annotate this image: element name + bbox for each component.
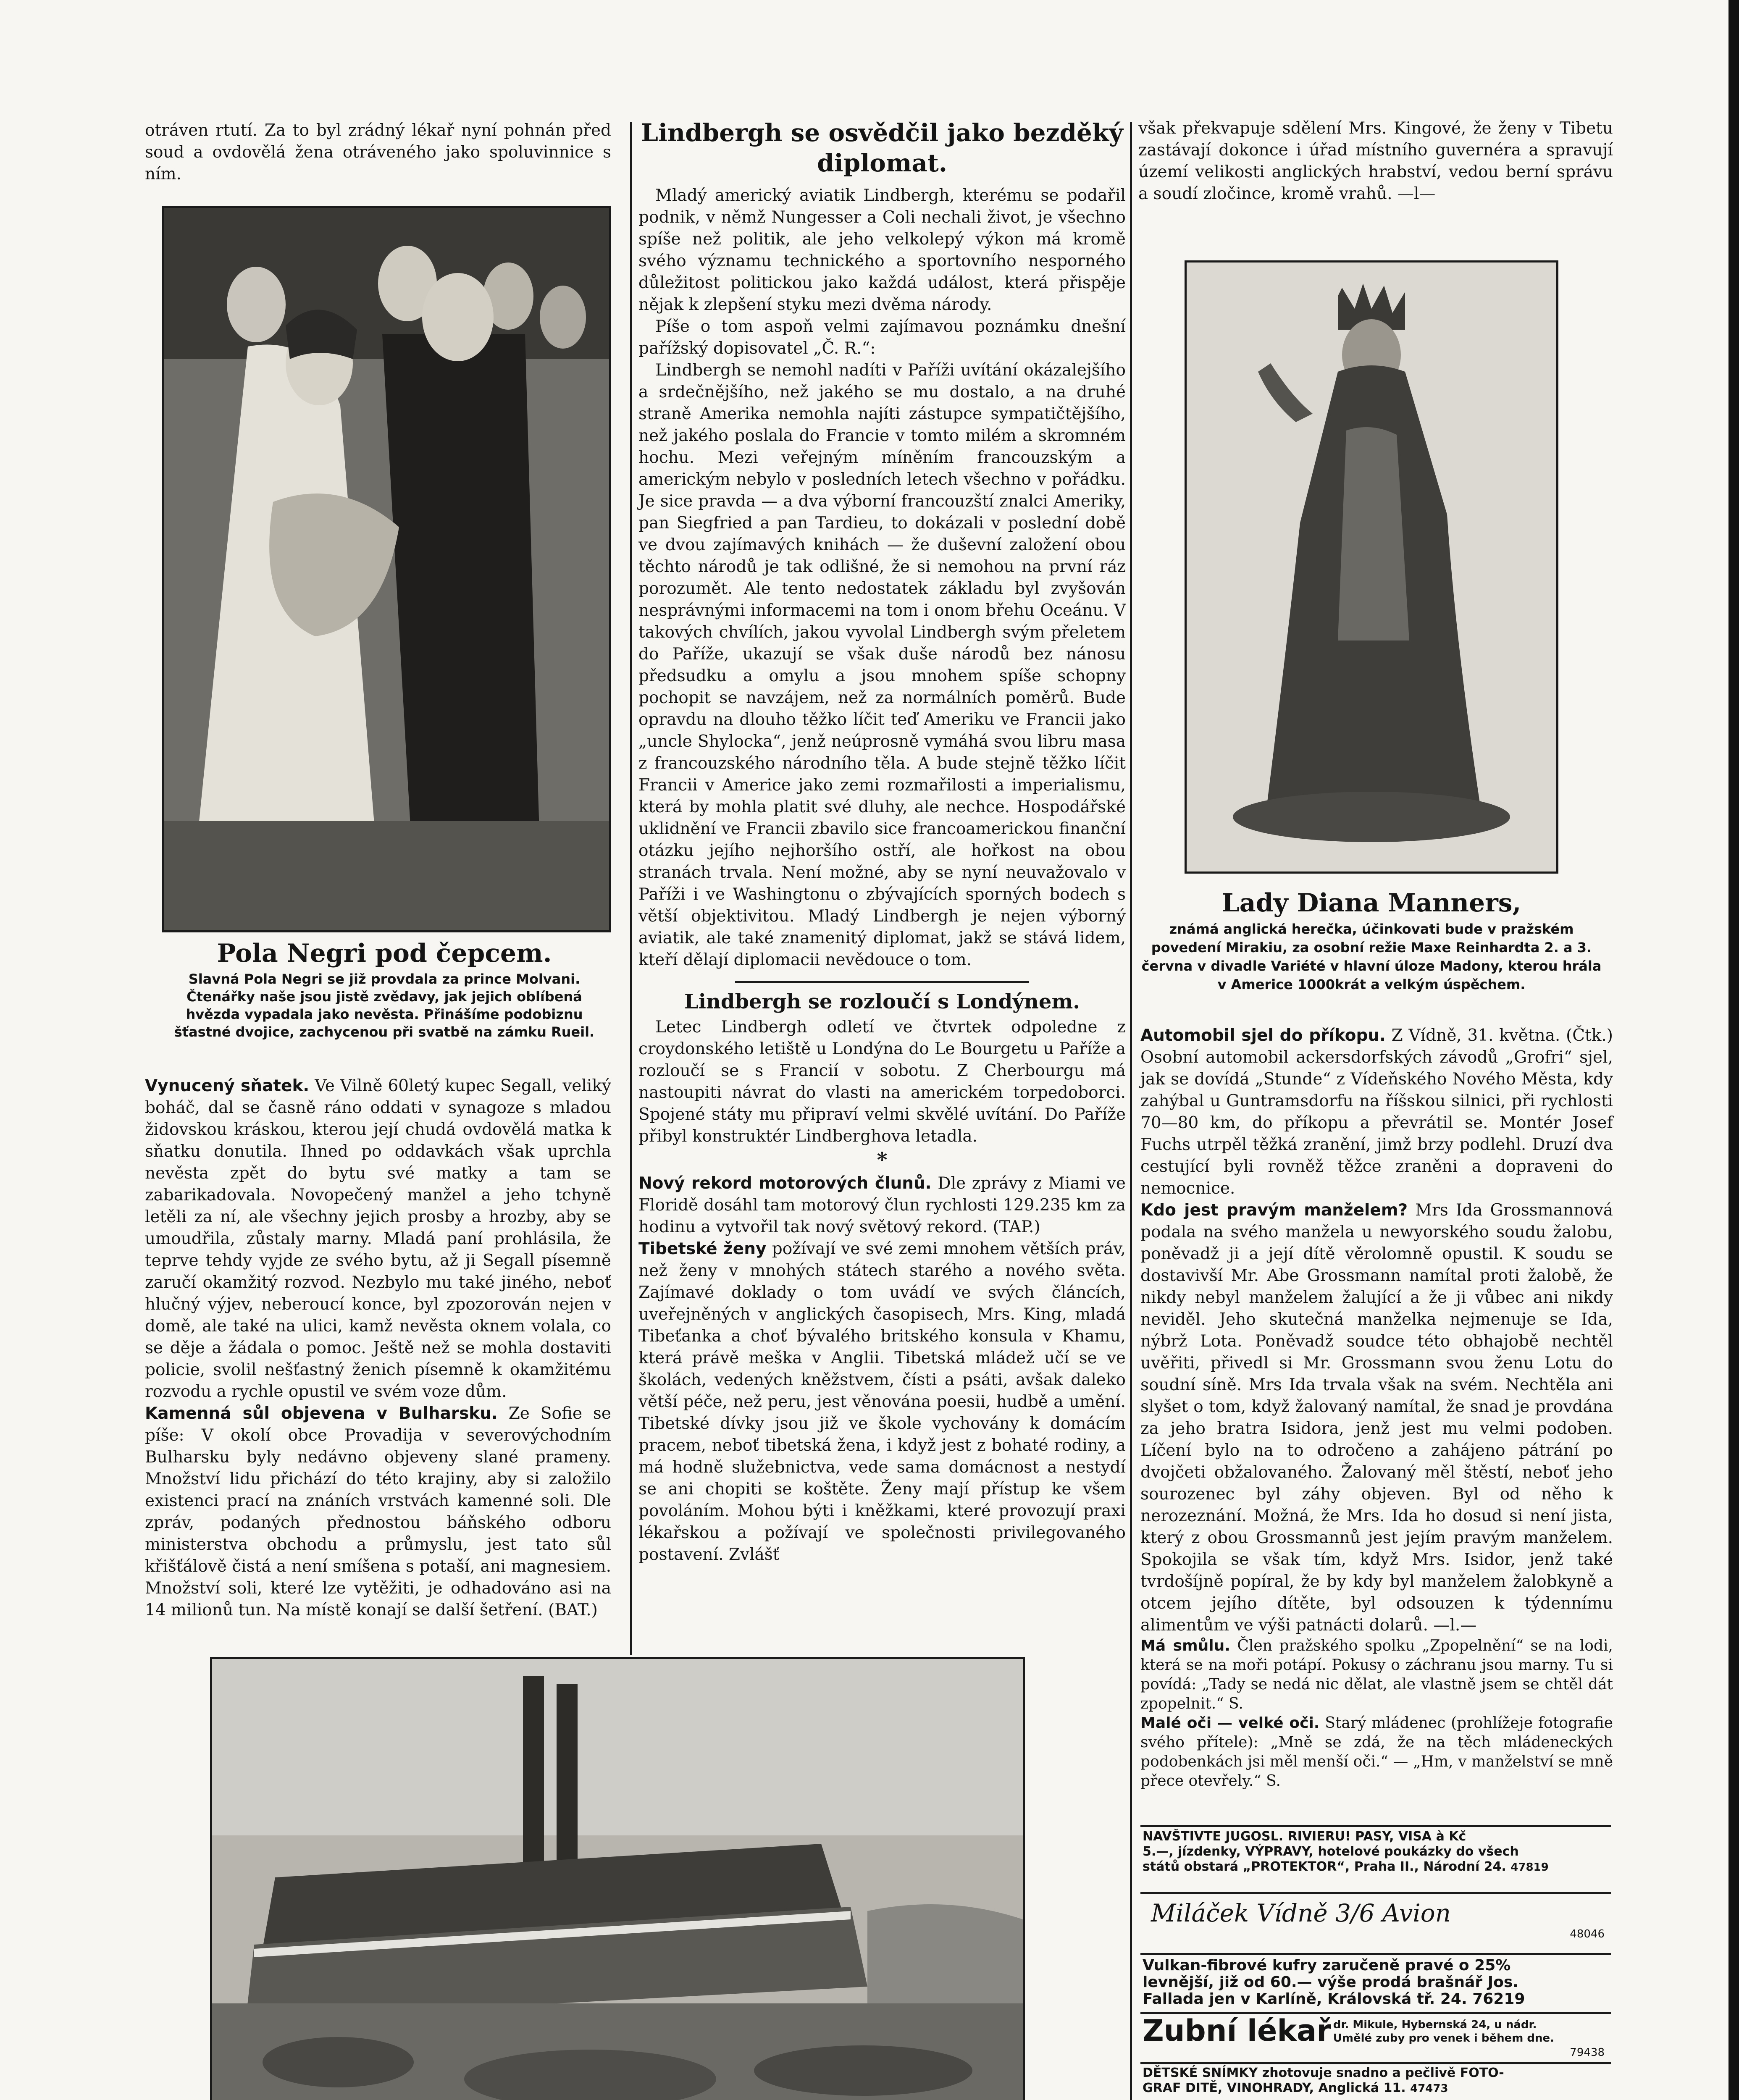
signature: —l.— [1433,1616,1477,1635]
steamboat-illustration [212,1659,1023,2100]
signature: —l— [1397,184,1436,203]
news-item-text: požívají ve své zemi mnohem větších práv, než ženy v mnohých státech starého a nového světa. Zajímavé doklady o tom uvádí ve svých článcích, uveřejněných v anglických časopisech, Mrs. King, mladá Tibeťanka a choť bývalého britského konsula v Khamu, která právě meška v Anglii. Tibetská mládež učí se ve školách, vedených kněžstvem, čísti a psáti, avšak daleko větší péče, než peru, jest věnována poesii, hudbě a umění. Tibetské dívky jsou již ve škole vychovány k domácím pracem, neboť tibetská žena, i když jest z bohaté rodiny, a má hodně služebnictva, vede sama domácnost a nestydí se ani chopiti se koštěte. Ženy mají přístup ke všem povoláním. Mohou býti i kněžkami, které provozují praxi lékařskou a požívají ve společnosti privilegovaného postavení. Zvlášť [638,1239,1126,1564]
ad-vulkan: Vulkan-fibrové kufry zaručeně pravé o 25% levnější, již od 60.— výše prodá brašnář Jos. Fallada jen v Karlíně, Královská tř. 24. 76219 [1143,1957,1525,2008]
page-edge [1728,0,1739,2100]
pola-negri-photo [162,206,611,932]
column-2 [638,118,1126,1646]
lindbergh-london-title: Lindbergh se rozloučí s Londýnem. [684,990,1080,1013]
ad-handwritten: Miláček Vídně 3/6 Avion 48046 [1151,1898,1613,1945]
ad-rule [1140,1825,1611,1827]
column-rule [630,122,632,1655]
lindbergh-paragraph: Píše o tom aspoň velmi zajímavou poznámku dnešní pařížský dopisovatel „Č. R.“: [638,317,1126,358]
joke-text: Člen pražského spolku „Zpopelnění“ se na lodi, která se na moři potápí. Pokusy o záchranu jsou marny. Tu si povídá: „Tady se nedá nic dělat, ale vlastně jsem se chtěl dát zpopelnit.“ [1140,1637,1613,1712]
ad-zubni: Zubní lékař dr. Mikule, Hybernská 24, u nádr. Umělé zuby pro venek i během dne. 79438 [1143,2013,1605,2059]
signature: S. [1266,1772,1281,1790]
ad-rule [1140,1953,1611,1955]
column-3-top [1138,118,1613,218]
news-item-text: Ze Sofie se píše: V okolí obce Provadija v severovýchodním Bulharsku byly nedávno objeveny slané prameny. Množství lidu přichází do této krajiny, aby si založilo existenci prací na znáních vrstvách kamenné soli. Dle zpráv, podaných přednostou báňského odboru ministerstva obchodu a průmyslu, jest tato sůl křišťálově čistá a není smíšena s potaší, ani magnesiem. Množství soli, které lze vytěžiti, je odhadováno asi na 14 milionů tun. Na místě konají se další šetření. (BAT.) [145,1404,611,1620]
lindbergh-london-text: Letec Lindbergh odletí ve čtvrtek odpoledne z croydonského letiště u Londýna do Le Bourgetu u Paříže a rozloučí se s Francií v sobotu. Z Cherbourgu má nastoupiti návrat do vlasti na americkém torpedoborci. Spojené státy mu připraví velmi skvělé uvítání. Do Paříže přibyl konstruktér Lindberghova letadla. [638,1018,1126,1146]
news-item-text: Ve Vilně 60letý kupec Segall, veliký boháč, dal se časně ráno oddati v synagoze s mladou židovskou kráskou, kterou její chudá ovdovělá matka k sňatku donutila. Ihned po oddavkách však uprchla nevěsta zpět do bytu své matky a tam se zabarikadovala. Novopečený manžel a jeho tchyně letěli za ní, ale všechny jejich prosby a hrozby, aby se umoudřila, zůstaly marny. Mladá paní prohlásila, že teprve tehdy vyjde ze svého bytu, až ji Segall písemně zaručí okamžitý rozvod. Nezbylo mu také jiného, neboť hlučný výjev, neberoucí konce, byl zpozorován nejen v domě, ale také na ulici, kamž nevěsta oknem volala, co se děje a žádala o pomoc. Ještě než se mohla dostaviti policie, svolil nešťastný ženich písemně k okamžitému rozvodu a rychle opustil ve svém voze dům. [145,1076,611,1401]
section-rule [735,981,1029,983]
ad-rule [1140,2062,1611,2064]
ad-snimky: DĚTSKÉ SNÍMKY zhotovuje snadno a pečlivě FOTO- GRAF DITĚ, VINOHRADY, Anglická 11. 47473 [1143,2066,1504,2095]
pola-caption-block [160,937,609,1071]
news-item [1140,1200,1613,1636]
news-item-head: Nový rekord motorových člunů. [638,1174,932,1193]
joke-head: Má smůlu. [1140,1637,1230,1654]
ad-rule [1140,1892,1611,1894]
column-1-items [145,1075,611,1655]
pola-title: Pola Negri pod čepcem. [217,939,552,968]
news-item [145,1403,611,1621]
news-item-head: Tibetské ženy [638,1239,767,1258]
news-item-text: Z Vídně, 31. května. (Čtk.) Osobní automobil ackersdorfských závodů „Grofri“ sjel, jak se dovídá „Stunde“ z Vídeňského Nového Města, kdy zahýbal u Guntramsdorfu na říšskou silnici, při rychlosti 70—80 km, do příkopu a převrátil se. Montér Josef Fuchs utrpěl těžká zranění, jimž brzy podlehl. Druzí dva cestující byli rovněž těžce zraněni a dopraveni do nemocnice. [1140,1026,1613,1198]
news-item-text: Mrs Ida Grossmannová podala na svého manžela u newyorského soudu žalobu, poněvadž ji a její dítě věrolomně opustil. K soudu se dostavivší Mr. Abe Grossmann namítal proti žalobě, že nikdy nebyl manželem žalující a že ji vůbec ani nikdy neviděl. Jeho skutečná manželka nejmenuje se Ida, nýbrž Lota. Poněvadž soudce této obhajobě nechtěl uvěřiti, přivedl si Mr. Grossmann svou ženu Lotu do soudní síně. Mrs Ida trvala však na svém. Nechtěla ani slyšet o tom, když žalovaný namítal, že snad je provdána za jeho bratra Isidora, jenž jest mu velmi podoben. Líčení bylo na to odročeno a zahájeno pátrání po dvojčeti obžalovaného. Žalovaný měl štěstí, neboť jeho sourozenec byl záhy objeven. Byl od něho k nerozeznání. Možná, že Mrs. Ida ho dosud si není jista, který z obou Grossmannů jest jejím pravým manželem. Spokojila se však tím, když Mrs. Isidor, jenž také tvrdošíjně popíral, že by kdy byl manželem žalobkyně a otcem jejího dítěte, byl odsouzen k týdennímu alimentům ve výši patnácti dolarů. [1140,1201,1613,1635]
ad-rivieru: NAVŠTIVTE JUGOSL. RIVIERU! PASY, VISA à Kč 5.—, jízdenky, VÝPRAVY, hotelové poukázky do všech států obstará „PROTEKTOR“, Praha II., Národní 24. 47819 [1143,1829,1549,1874]
lindbergh-title: Lindbergh se osvědčil jako bezděký diplomat. [641,118,1123,177]
separator-star: * [877,1148,888,1172]
news-item-head: Automobil sjel do příkopu. [1140,1026,1386,1045]
continued-text: otráven rtutí. Za to byl zrádný lékař nyní pohnán před soud a ovdovělá žena otráveného jako spoluvinnice s ním. [145,121,611,184]
news-item-head: Vynucený sňatek. [145,1076,310,1095]
news-item [638,1173,1126,1238]
lindbergh-paragraph: Lindbergh se nemohl nadíti v Paříži uvítání okázalejšího a srdečnějšího, než jakého se mu dostalo, a na druhé straně Amerika nemohla najíti zástupce sympatičtějšího, než jakého poslala do Francie v tomto milém a skromném hochu. Mezi veřejným míněním francouzským a americkým nebylo v posledních letech všechno v pořádku. Je sice pravda — a dva výborní francouzští znalci Ameriky, pan Siegfried a pan Tardieu, to dokázali v poslední době ve dvou zajímavých knihách — že duševní založení obou těchto národů je tak odlišné, že si nemohou na první ráz porozumět. Ale tento nedostatek základu byl zvyšován nesprávnými informacemi na tom i onom břehu Oceánu. V takových chvílích, jakou vyvolal Lindbergh svým přeletem do Paříže, ukazují se však duše národů bez nánosu předsudku a omylu a jsou mnohem spíše schopny pochopit se navzájem, než za normálních poměrů. Bude opravdu na dlouho těžko líčit teď Ameriku ve Francii jako „uncle Shylocka“, jenž neúprosně vymáhá svou libru masa z francouzského národního těla. A bude stejně těžko líčit Francii v Americe jako zemi rozmařilosti a imperialismu, která by mohla platit své dluhy, ale nechce. Hospodářské uklidnění ve Francii zbavilo sice francoamerickou finanční otázku jejího nejhoršího ostří, ale hořkost na obou stranách trvala. Není možné, aby se nyní neuvažovalo v Paříži i ve Washingtonu o zbývajících sporných bodech s větší objektivitou. Mladý Lindbergh je nejen výborný aviatik, ale také znamenitý diplomat, jakž se stává lidem, kteří dělají diplomacii nevědouce o tom. [638,361,1126,969]
news-item-text: Dle zprávy z Miami ve Floridě dosáhl tam motorový člun rychlosti 129.235 km za hodinu a vytvořil tak nový světový rekord. (TAP.) [638,1174,1126,1236]
news-item [145,1075,611,1403]
joke-text: Starý mládenec (prohlížeje fotografie svého přítele): „Mně se zdá, že na těch mládeneckých podobenkách jsi měl menší oči.“ — „Hm, v manželství se mně přece otevřely.“ [1140,1714,1613,1790]
manners-title: Lady Diana Manners, [1222,888,1521,918]
signature: S. [1229,1695,1243,1712]
news-item-head: Kdo jest pravým manželem? [1140,1201,1408,1220]
news-item [1140,1025,1613,1200]
news-item [638,1238,1126,1566]
column-rule [1130,122,1132,2100]
wedding-couple-illustration [164,208,609,930]
handwritten-text: Miláček Vídně 3/6 Avion [1151,1899,1451,1927]
joke-head: Malé oči — velké oči. [1140,1714,1320,1732]
pola-caption: Slavná Pola Negri se již provdala za prince Molvani. Čtenářky naše jsou jistě zvědavy, jak jejich oblíbená hvězda vypadala jako nevěsta. Přinášíme podobiznu šťastné dvojice, zachycenou při svatbě na zámku Rueil. [174,971,595,1040]
joke-item [1140,1714,1613,1791]
joke-item [1140,1636,1613,1714]
tollinger-photo [210,1657,1025,2100]
lindbergh-paragraph: Mladý americký aviatik Lindbergh, kterému se podařil podnik, v němž Nungesser a Coli nechali život, je všechno spíše než politik, ale jeho velkolepý výkon má kromě svého významu technického a sportovního nesporného důležitost politickou jako každá událost, která přispěje nějak k zlepšení styku mezi dvěma národy. [638,186,1126,314]
madonna-figure-illustration [1187,262,1556,872]
news-item-head: Kamenná sůl objevena v Bulharsku. [145,1404,498,1423]
manners-caption: známá anglická herečka, účinkovati bude v pražském povedení Mirakiu, za osobní režie Maxe Reinhardta 2. a 3. června v divadle Variété v hlavní úloze Madony, kterou hrála v Americe 1000krát a velkým úspěchem. [1141,921,1602,992]
column-3-items [1140,1025,1613,1790]
lady-manners-photo [1185,260,1558,874]
continued-text: však překvapuje sdělení Mrs. Kingové, že ženy v Tibetu zastávají dokonce i úřad místního guvernéra a spravují území velikosti anglických hrabství, vedou berní správu a soudí zločince, kromě vrahů. —l— [1138,119,1613,203]
